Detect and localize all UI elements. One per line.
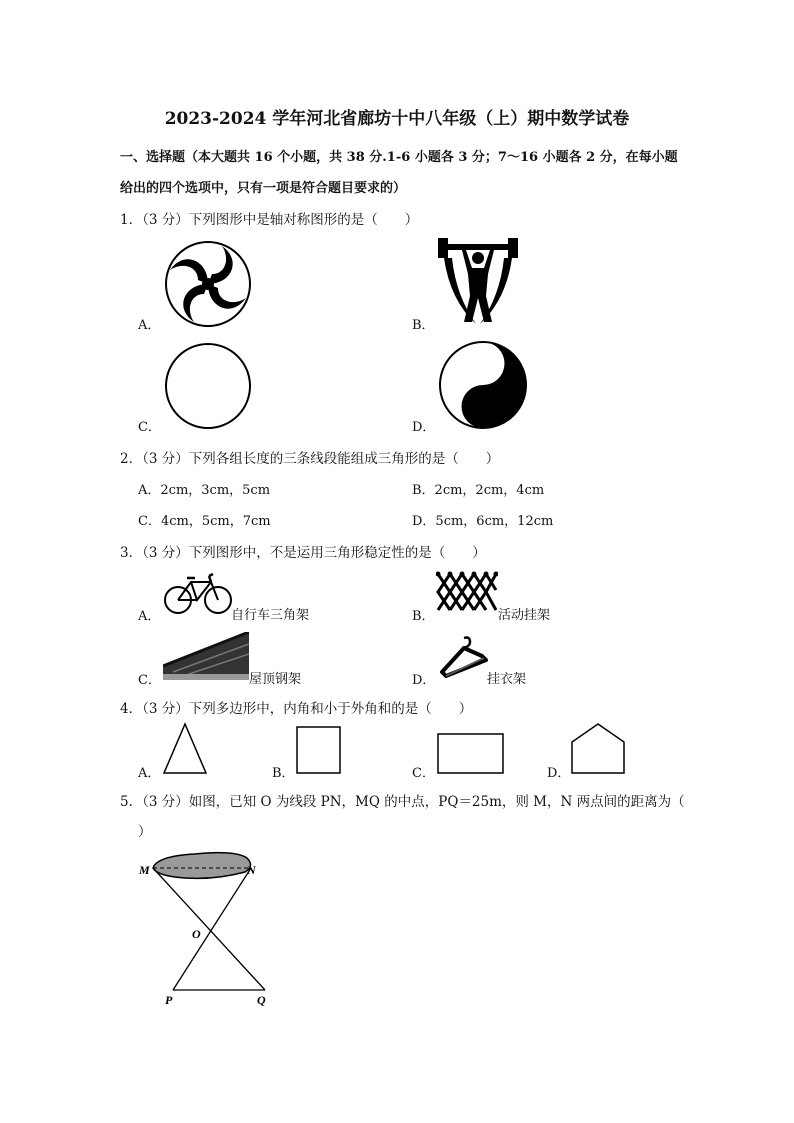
section-header-line1: 一、选择题（本大题共 16 个小题，共 38 分.1-6 小题各 3 分；7～16 小题各 2 分，在每小题 bbox=[120, 150, 678, 165]
q1-option-c-label: C． bbox=[138, 420, 161, 435]
q3-option-d-label: D． bbox=[412, 673, 436, 688]
q3-option-a-label: A． bbox=[138, 609, 161, 624]
label-m: M bbox=[139, 863, 150, 877]
q4-option-b-label: B． bbox=[272, 766, 295, 781]
q2-option-a: A．2cm，3cm，5cm bbox=[138, 483, 271, 498]
q5-geometry-figure bbox=[135, 846, 275, 1010]
section-header-line2: 给出的四个选项中，只有一项是符合题目要求的） bbox=[120, 181, 407, 196]
q2-stem: 2．（3 分）下列各组长度的三条线段能组成三角形的是（ ） bbox=[120, 451, 500, 467]
q2-option-c: C．4cm，5cm，7cm bbox=[138, 514, 271, 529]
q3-option-c-caption: 屋顶钢架 bbox=[249, 672, 302, 687]
q2-option-d: D．5cm，6cm，12cm bbox=[412, 514, 554, 529]
q3-option-d-caption: 挂衣架 bbox=[487, 672, 527, 687]
q1-option-b-weightlifter-figure bbox=[436, 236, 520, 326]
q1-option-c-circle-figure bbox=[164, 342, 252, 430]
q1-option-b-label: B． bbox=[412, 318, 435, 333]
q3-option-d-hanger-figure bbox=[438, 634, 490, 680]
q4-option-d-label: D． bbox=[547, 766, 571, 781]
q3-option-b-caption: 活动挂架 bbox=[498, 608, 551, 623]
label-n: N bbox=[247, 863, 256, 877]
label-o: O bbox=[192, 927, 201, 941]
q1-option-d-label: D． bbox=[412, 420, 436, 435]
q3-stem: 3．（3 分）下列图形中，不是运用三角形稳定性的是（ ） bbox=[120, 545, 486, 561]
q4-option-b-square-figure bbox=[296, 726, 342, 776]
q5-stem-line1: 5．（3 分）如图，已知 O 为线段 PN，MQ 的中点，PQ＝25m，则 M，N 两点间的距离为（ bbox=[120, 794, 685, 810]
q3-option-a-caption: 自行车三角架 bbox=[231, 608, 310, 623]
q3-option-c-label: C． bbox=[138, 673, 161, 688]
label-p: P bbox=[165, 993, 173, 1007]
q1-option-d-yinyang-figure bbox=[438, 340, 528, 430]
q1-option-a-swirl-figure bbox=[164, 240, 252, 328]
q1-stem: 1．（3 分）下列图形中是轴对称图形的是（ ） bbox=[120, 212, 419, 228]
q4-option-c-label: C． bbox=[412, 766, 435, 781]
q4-stem: 4．（3 分）下列多边形中，内角和小于外角和的是（ ） bbox=[120, 701, 473, 717]
q3-option-b-label: B． bbox=[412, 609, 435, 624]
q4-option-a-triangle-figure bbox=[162, 722, 208, 776]
q3-option-b-expandable-rack-figure bbox=[436, 570, 498, 616]
q4-option-c-rectangle-figure bbox=[437, 733, 505, 776]
q4-option-d-pentagon-figure bbox=[570, 722, 626, 776]
label-q: Q bbox=[257, 993, 266, 1007]
q3-option-c-roof-truss-figure bbox=[163, 632, 249, 680]
q5-stem-line2: ） bbox=[138, 824, 152, 840]
q2-option-b: B．2cm，2cm，4cm bbox=[412, 483, 545, 498]
q4-option-a-label: A． bbox=[138, 766, 161, 781]
q3-option-a-bicycle-figure bbox=[163, 568, 233, 616]
q1-option-a-label: A． bbox=[138, 318, 161, 333]
page-title: 2023-2024 学年河北省廊坊十中八年级（上）期中数学试卷 bbox=[164, 109, 630, 129]
